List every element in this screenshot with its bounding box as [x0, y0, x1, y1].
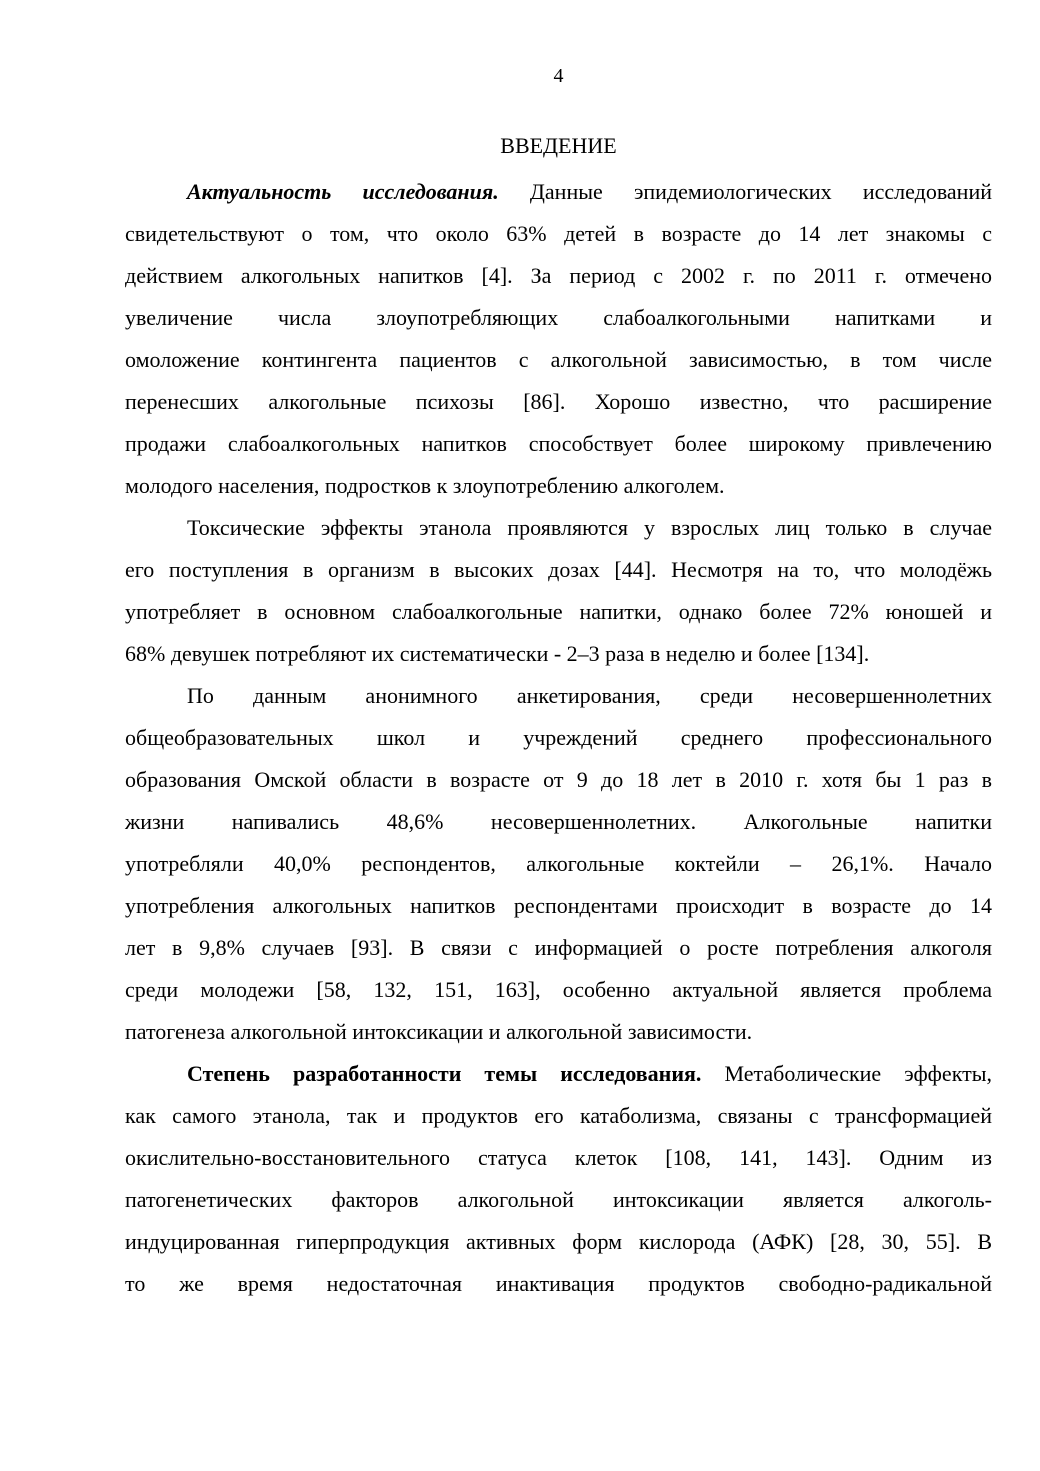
paragraph-line: жизни напивались 48,6% несовершеннолетних. Алкогольные напитки — [125, 809, 992, 834]
paragraph-line: употребляли 40,0% респондентов, алкогольные коктейли – 26,1%. Начало — [125, 851, 992, 876]
paragraph-line: перенесших алкогольные психозы [86]. Хорошо известно, что расширение — [125, 389, 992, 414]
paragraph-line: окислительно-восстановительного статуса клеток [108, 141, 143]. Одним из — [125, 1145, 992, 1170]
paragraph-lead: Степень разработанности темы исследования. — [187, 1061, 702, 1086]
paragraph-line: индуцированная гиперпродукция активных форм кислорода (АФК) [28, 30, 55]. В — [125, 1229, 992, 1254]
paragraph-line: омоложение контингента пациентов с алкогольной зависимостью, в том числе — [125, 347, 992, 372]
page-number: 4 — [553, 65, 564, 87]
paragraph-line: 68% девушек потребляют их систематически - 2–3 раза в неделю и более [134]. — [125, 641, 870, 666]
paragraph-line: Степень разработанности темы исследования. Метаболические эффекты, — [187, 1061, 992, 1086]
paragraph-line: то же время недостаточная инактивация продуктов свободно-радикальной — [125, 1271, 992, 1296]
paragraph-line: общеобразовательных школ и учреждений среднего профессионального — [125, 725, 992, 750]
paragraph-development-degree — [125, 1053, 992, 1305]
section-heading: ВВЕДЕНИЕ — [500, 133, 617, 158]
paragraph-relevance — [125, 171, 992, 507]
paragraph-line: его поступления в организм в высоких дозах [44]. Несмотря на то, что молодёжь — [125, 557, 992, 582]
paragraph-line: увеличение числа злоупотребляющих слабоалкогольными напитками и — [125, 305, 992, 330]
paragraph-line: патогенеза алкогольной интоксикации и алкогольной зависимости. — [125, 1019, 753, 1044]
paragraph-line: лет в 9,8% случаев [93]. В связи с информацией о росте потребления алкоголя — [125, 935, 992, 960]
paragraph-line: среди молодежи [58, 132, 151, 163], особенно актуальной является проблема — [125, 977, 992, 1002]
paragraph-line: продажи слабоалкогольных напитков способствует более широкому привлечению — [125, 431, 992, 456]
paragraph-lead: Актуальность исследования. — [187, 179, 499, 204]
paragraph-line: употребляет в основном слабоалкогольные напитки, однако более 72% юношей и — [125, 599, 992, 624]
paragraph-toxic-effects — [125, 507, 992, 675]
paragraph-line: употребления алкогольных напитков респондентами происходит в возрасте до 14 — [125, 893, 992, 918]
paragraph-line: молодого населения, подростков к злоупотреблению алкоголем. — [125, 473, 725, 498]
paragraph-line: Токсические эффекты этанола проявляются у взрослых лиц только в случае — [187, 515, 992, 540]
paragraph-line: патогенетических факторов алкогольной интоксикации является алкоголь- — [125, 1187, 992, 1212]
paragraph-line: свидетельствуют о том, что около 63% детей в возрасте до 14 лет знакомы с — [125, 221, 992, 246]
body-text — [125, 171, 992, 1305]
paragraph-line: действием алкогольных напитков [4]. За период с 2002 г. по 2011 г. отмечено — [125, 263, 992, 288]
paragraph-line: образования Омской области в возрасте от 9 до 18 лет в 2010 г. хотя бы 1 раз в — [125, 767, 992, 792]
paragraph-line: По данным анонимного анкетирования, среди несовершеннолетних — [187, 683, 992, 708]
paragraph-line: как самого этанола, так и продуктов его катаболизма, связаны с трансформацией — [125, 1103, 992, 1128]
paragraph-line: Актуальность исследования. Данные эпидемиологических исследований — [187, 179, 993, 204]
paragraph-survey — [125, 675, 992, 1053]
